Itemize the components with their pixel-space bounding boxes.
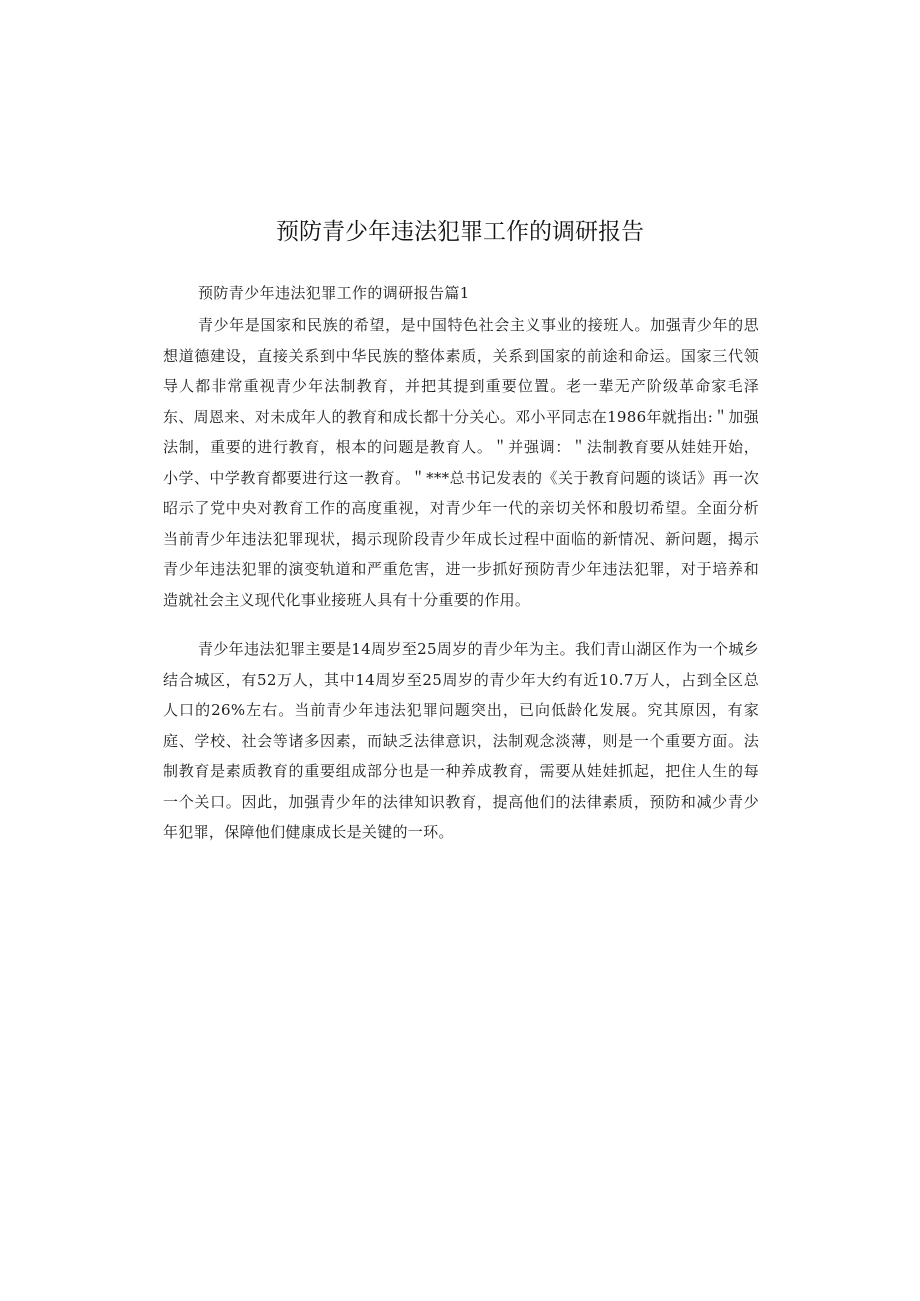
paragraph-1: 青少年是国家和民族的希望，是中国特色社会主义事业的接班人。加强青少年的思想道德建设，直接关系到中华民族的整体素质，关系到国家的前途和命运。国家三代领导人都非常重视青少年法制教育，并把其提到重要位置。老一辈无产阶级革命家毛泽东、周恩来、对未成年人的教育和成长都十分关心。邓小平同志在1986年就指出:＂加强法制，重要的进行教育，根本的问题是教育人。＂并强调：＂法制教育要从娃娃开始，小学、中学教育都要进行这一教育。＂***总书记发表的《关于教育问题的谈话》再一次昭示了党中央对教育工作的高度重视，对青少年一代的亲切关怀和殷切希望。全面分析当前青少年违法犯罪现状，揭示现阶段青少年成长过程中面临的新情况、新问题，揭示青少年违法犯罪的演变轨道和严重危害，进一步抓好预防青少年违法犯罪，对于培养和造就社会主义现代化事业接班人具有十分重要的作用。 bbox=[163, 316, 759, 609]
document-subtitle: 预防青少年违法犯罪工作的调研报告篇1 bbox=[198, 284, 470, 302]
paragraph-2: 青少年违法犯罪主要是14周岁至25周岁的青少年为主。我们青山湖区作为一个城乡结合城区，有52万人，其中14周岁至25周岁的青少年大约有近10.7万人，占到全区总人口的26%左右。当前青少年违法犯罪问题突出，已向低龄化发展。究其原因，有家庭、学校、社会等诸多因素，而缺乏法律意识，法制观念淡薄，则是一个重要方面。法制教育是素质教育的重要组成部分也是一种养成教育，需要从娃娃抓起，把住人生的每一个关口。因此，加强青少年的法律知识教育，提高他们的法律素质，预防和减少青少年犯罪，保障他们健康成长是关键的一环。 bbox=[163, 640, 759, 841]
document-title: 预防青少年违法犯罪工作的调研报告 bbox=[276, 219, 644, 245]
